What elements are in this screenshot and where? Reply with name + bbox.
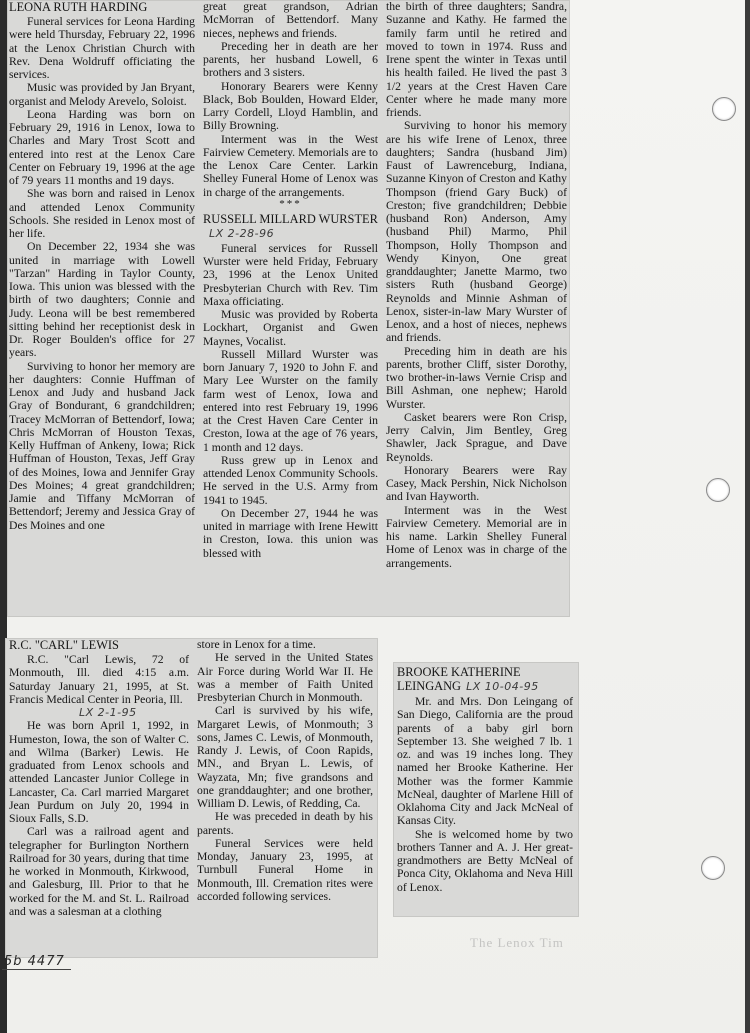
page-right-edge xyxy=(745,0,750,1033)
paragraph: great great grandson, Adrian McMorran of Bettendorf. Many nieces, nephews and friends. xyxy=(203,0,378,40)
paragraph: Preceding her in death are her parents, her husband Lowell, 6 brothers and 3 sisters. xyxy=(203,39,378,80)
title-text: RUSSELL MILLARD WURSTER xyxy=(203,211,378,226)
paragraph: Honorary Bearers were Kenny Black, Bob Boulden, Howard Elder, Larry Cordell, Lloyd Hamblin, and Billy Browning. xyxy=(203,79,378,133)
paragraph: Funeral services for Leona Harding were held Thursday, February 22, 1996 at the Lenox Christian Church with Rev. Dena Woldruff officiating the services. xyxy=(9,15,195,81)
paragraph: Mr. and Mrs. Don Leingang of San Diego, California are the proud parents of a baby girl born September 13. She weighed 7 lb. 1 oz. and was 19 inches long. They named her Brooke Katherine. Her Mother was the former Kammie McNeal, daughter of Marlene Hill of Oklahoma City and Jack McNeal of Kansas City. xyxy=(397,695,573,828)
paragraph: On December 22, 1934 she was united in marriage with Lowell "Tarzan" Harding in Taylor County, Iowa. This union was blessed with the birth of two daughters; Connie and Judy. Leona will be best remembered sitting behind her receptionist desk in Dr. Roger Boulden's office for 27 years. xyxy=(9,240,195,360)
paragraph: He was born April 1, 1992, in Humeston, Iowa, the son of Walter C. and Wilma (Barker) Lewis. He graduated from Lenox schools and attended Lancaster Junior College in Lancaster, Ca. Carl married Margaret Jean Purdum on July 20, 1994 in Sioux Falls, S.D. xyxy=(9,719,189,825)
paragraph: Funeral services for Russell Wurster were held Friday, February 23, 1996 at the Lenox United Presbyterian Church with Rev. Tim Maxa officiating. xyxy=(203,241,378,308)
paragraph: Casket bearers were Ron Crisp, Jerry Calvin, Jim Bentley, Greg Shawler, Jack Sprague, and Dave Reynolds. xyxy=(386,410,567,464)
paragraph: Leona Harding was born on February 29, 1916 in Lenox, Iowa to Charles and Mary Trost Scott and entered into rest at the Lenox Care Center on February 19, 1996 at the age of 79 years 11 months and 19 days. xyxy=(9,107,195,187)
paragraph: He was preceded in death by his parents. xyxy=(197,810,373,837)
paragraph: the birth of three daughters; Sandra, Suzanne and Kathy. He farmed the family farm until he retired and moved to town in 1974. Russ and Irene spent the winter in Texas until his health failed. He lived the past 3 1/2 years at the Crest Haven Care Center where he made many more friends. xyxy=(386,0,567,119)
handwritten-date: LX 2-1-95 xyxy=(79,706,137,719)
separator: *** xyxy=(279,197,302,210)
paragraph: He served in the United States Air Force during World War II. He was a member of Faith United Presbyterian Church in Monmouth. xyxy=(197,651,373,704)
column-2 xyxy=(203,0,378,560)
obituary-title-lewis: R.C. "CARL" LEWIS xyxy=(9,638,119,652)
punch-hole-bottom xyxy=(701,856,725,880)
punch-hole-middle xyxy=(706,478,730,502)
paragraph: store in Lenox for a time. xyxy=(197,638,316,651)
handwritten-date: LX 2-28-96 xyxy=(209,226,275,240)
paragraph: Russ grew up in Lenox and attended Lenox Community Schools. He served in the U.S. Army from 1941 to 1945. xyxy=(203,453,378,507)
paragraph: Surviving to honor her memory are her daughters: Connie Huffman of Lenox and Judy and husband Jack Gray of Bondurant, 6 grandchildren; Tracey McMorran of Bettendorf, Iowa; Chris McMorran of Houston Texas, Kelly Huffman of Ankeny, Iowa; Rick Huffman of Houston, Texas, Jeff Gray of des Moines, Iowa and Jennifer Gray Des Moines; 4 great grandchildren; Jamie and Tiffany McMorran of Bettendorf; Jeremy and Jessica Gray of Des Moines and one xyxy=(9,359,195,532)
clipping-lewis xyxy=(5,638,378,958)
title-text: BROOKE KATHERINE LEINGANG xyxy=(397,665,521,693)
punch-hole-top xyxy=(712,97,736,121)
archive-number: 5b 4477 xyxy=(2,954,71,970)
faded-masthead-text: The Lenox Tim xyxy=(470,935,564,950)
paragraph: Russell Millard Wurster was born January 7, 1920 to John F. and Mary Lee Wurster on the family farm west of Lenox, Iowa and entered into rest February 19, 1996 at the Crest Haven Care Center in Creston, Iowa at the age of 76 years, 1 month and 12 days. xyxy=(203,347,378,454)
paragraph: She was born and raised in Lenox and attended Lenox Community Schools. She resided in Lenox most of her life. xyxy=(9,187,195,240)
paragraph: She is welcomed home by two brothers Tanner and A. J. Her great-grandmothers are Betty McNeal of Ponca City, Oklahoma and Neva Hill of Lenox. xyxy=(397,827,573,894)
paragraph: Music was provided by Jan Bryant, organist and Melody Arevelo, Soloist. xyxy=(9,81,195,108)
paragraph: Surviving to honor his memory are his wife Irene of Lenox, three daughters; Sandra (husband Jim) Faust of Lawrenceburg, Indiana, Suzanne Kinyon of Creston and Kathy Thompson (friend Gary Buck) of Creston; five grandchildren; Debbie (husband Ron) Anderson, Amy (husband Phil) Marmo, Phil Thompson, Holly Thompson and Wendy Kinyon, One great granddaughter; Janette Marmo, two sisters Ruth (husband George) Reynolds and Minnie Ashman of Lenox, sister-in-law Mary Wurster of Lenox, and a host of nieces, nephews and friends. xyxy=(386,119,567,345)
paragraph: Carl was a railroad agent and telegrapher for Burlington Northern Railroad for 30 years, during that time he worked in Monmouth, Kirkwood, and Galesburg, Ill. Prior to that he worked for the M. and St. L. Railroad and was a salesman at a clothing xyxy=(9,825,189,918)
paragraph: Honorary Bearers were Ray Casey, Mack Pershin, Nick Nicholson and Ivan Hayworth. xyxy=(386,463,567,504)
column-1 xyxy=(9,638,189,918)
paragraph: Music was provided by Roberta Lockhart, Organist and Gwen Maynes, Vocalist. xyxy=(203,308,378,348)
paragraph: Preceding him in death are his parents, brother Cliff, sister Dorothy, two brother-in-laws Vernie Crisp and Bill Ashman, one nephew; Harold Wurster. xyxy=(386,344,567,411)
handwritten-date: LX 10-04-95 xyxy=(466,680,539,693)
paragraph: Funeral Services were held Monday, January 23, 1995, at Turnbull Funeral Home in Monmouth, Ill. Cremation rites were accorded following services. xyxy=(197,836,373,903)
paragraph: R.C. "Carl Lewis, 72 of Monmouth, Ill. died 4:15 a.m. Saturday January 21, 1995, at St. Francis Medical Center in Peoria, Ill. xyxy=(9,653,189,706)
column-2 xyxy=(197,638,373,903)
clipping-harding-wurster xyxy=(7,0,570,617)
birth-title-leingang xyxy=(397,665,573,694)
column-3 xyxy=(386,0,567,570)
obituary-title-harding: LEONA RUTH HARDING xyxy=(9,0,148,14)
paragraph: Interment was in the West Fairview Cemetery. Memorial are in his name. Larkin Shelley Funeral Home of Lenox was in charge of the arrangements. xyxy=(386,503,567,570)
column-1 xyxy=(9,0,195,532)
clipping-leingang xyxy=(393,662,579,917)
paragraph: Interment was in the West Fairview Cemetery. Memorials are to the Lenox Care Center. Larkin Shelley Funeral Home of Lenox was in charge of the arrangements. xyxy=(203,132,378,199)
paragraph: On December 27, 1944 he was united in marriage with Irene Hewitt in Creston, Iowa. this union was blessed with xyxy=(203,506,378,560)
column-1 xyxy=(397,665,573,894)
paragraph: Carl is survived by his wife, Margaret Lewis, of Monmouth; 3 sons, James C. Lewis, of Monmouth, Randy J. Lewis, of Coon Rapids, MN., and Bryan L. Lewis, of Wayzata, Mn; five grandsons and one granddaughter; and one brother, William D. Lewis, of Redding, Ca. xyxy=(197,704,373,810)
obituary-title-wurster xyxy=(203,212,378,241)
